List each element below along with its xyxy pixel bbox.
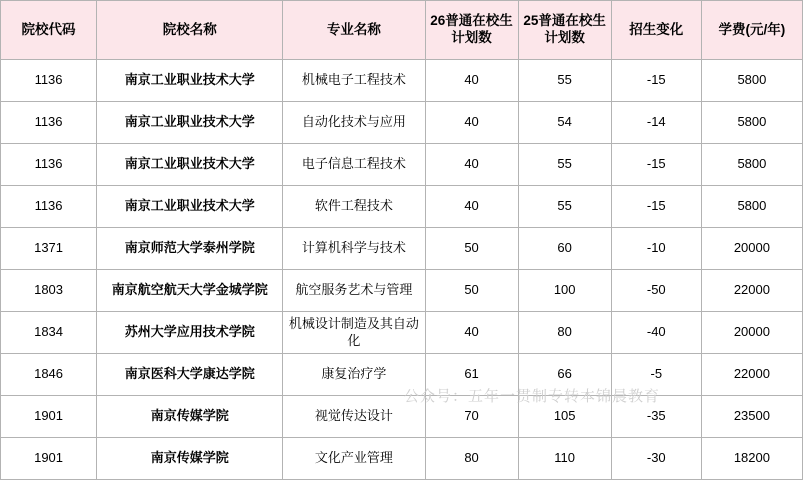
table-row: [1, 270, 803, 312]
cell-school-code: 1901: [1, 396, 97, 438]
cell-school-name: 南京医科大学康达学院: [97, 354, 283, 396]
cell-school-code: 1136: [1, 144, 97, 186]
watermark-text: 公众号：五年一贯制专转本锦晨教育: [404, 388, 661, 405]
cell-tuition: 5800: [701, 144, 802, 186]
table-row: [1, 186, 803, 228]
cell-plan-26: 40: [425, 144, 518, 186]
cell-plan-25: 100: [518, 270, 611, 312]
cell-plan-25: 55: [518, 144, 611, 186]
cell-major-name: 机械设计制造及其自动化: [283, 312, 425, 354]
cell-plan-26: 50: [425, 228, 518, 270]
table-row: [1, 312, 803, 354]
cell-tuition: 22000: [701, 354, 802, 396]
cell-plan-25: 105: [518, 396, 611, 438]
cell-enrollment-change: -10: [611, 228, 701, 270]
column-header-plan-25: 25普通在校生计划数: [518, 1, 611, 60]
column-header-major-name: 专业名称: [283, 1, 425, 60]
cell-tuition: 18200: [701, 438, 802, 480]
cell-school-name: 南京工业职业技术大学: [97, 60, 283, 102]
cell-plan-26: 40: [425, 102, 518, 144]
column-header-plan-26: 26普通在校生计划数: [425, 1, 518, 60]
cell-enrollment-change: -30: [611, 438, 701, 480]
table-row: [1, 60, 803, 102]
cell-school-code: 1136: [1, 186, 97, 228]
cell-major-name: 机械电子工程技术: [283, 60, 425, 102]
column-header-school-name: 院校名称: [97, 1, 283, 60]
table-row: [1, 144, 803, 186]
cell-school-code: 1136: [1, 60, 97, 102]
cell-school-code: 1136: [1, 102, 97, 144]
cell-school-code: 1834: [1, 312, 97, 354]
cell-tuition: 23500: [701, 396, 802, 438]
cell-major-name: 自动化技术与应用: [283, 102, 425, 144]
cell-school-code: 1846: [1, 354, 97, 396]
cell-major-name: 电子信息工程技术: [283, 144, 425, 186]
cell-school-name: 苏州大学应用技术学院: [97, 312, 283, 354]
cell-major-name: 软件工程技术: [283, 186, 425, 228]
cell-school-name: 南京工业职业技术大学: [97, 102, 283, 144]
cell-enrollment-change: -5: [611, 354, 701, 396]
cell-school-code: 1803: [1, 270, 97, 312]
cell-enrollment-change: -14: [611, 102, 701, 144]
cell-school-name: 南京工业职业技术大学: [97, 144, 283, 186]
cell-school-name: 南京航空航天大学金城学院: [97, 270, 283, 312]
cell-enrollment-change: -15: [611, 186, 701, 228]
cell-major-name: 文化产业管理: [283, 438, 425, 480]
cell-plan-25: 110: [518, 438, 611, 480]
table-row: [1, 102, 803, 144]
cell-plan-26: 40: [425, 312, 518, 354]
cell-plan-26: 40: [425, 186, 518, 228]
column-header-enrollment-change: 招生变化: [611, 1, 701, 60]
cell-tuition: 20000: [701, 312, 802, 354]
cell-plan-25: 80: [518, 312, 611, 354]
cell-enrollment-change: -15: [611, 144, 701, 186]
cell-enrollment-change: -15: [611, 60, 701, 102]
cell-enrollment-change: -35: [611, 396, 701, 438]
cell-school-name: 南京传媒学院: [97, 438, 283, 480]
column-header-school-code: 院校代码: [1, 1, 97, 60]
cell-school-name: 南京工业职业技术大学: [97, 186, 283, 228]
table-body: [1, 60, 803, 480]
table-row: [1, 438, 803, 480]
cell-plan-25: 60: [518, 228, 611, 270]
cell-school-name: 南京师范大学泰州学院: [97, 228, 283, 270]
cell-plan-25: 55: [518, 60, 611, 102]
cell-school-code: 1371: [1, 228, 97, 270]
cell-enrollment-change: -40: [611, 312, 701, 354]
cell-school-code: 1901: [1, 438, 97, 480]
cell-plan-26: 80: [425, 438, 518, 480]
cell-tuition: 5800: [701, 60, 802, 102]
cell-plan-25: 66: [518, 354, 611, 396]
cell-school-name: 南京传媒学院: [97, 396, 283, 438]
cell-tuition: 20000: [701, 228, 802, 270]
column-header-tuition: 学费(元/年): [701, 1, 802, 60]
table-row: [1, 354, 803, 396]
cell-major-name: 视觉传达设计: [283, 396, 425, 438]
cell-tuition: 5800: [701, 102, 802, 144]
cell-major-name: 航空服务艺术与管理: [283, 270, 425, 312]
cell-enrollment-change: -50: [611, 270, 701, 312]
cell-tuition: 22000: [701, 270, 802, 312]
table-row: [1, 228, 803, 270]
cell-major-name: 计算机科学与技术: [283, 228, 425, 270]
cell-plan-26: 70: [425, 396, 518, 438]
cell-major-name: 康复治疗学: [283, 354, 425, 396]
cell-plan-26: 50: [425, 270, 518, 312]
table-row: [1, 396, 803, 438]
cell-tuition: 5800: [701, 186, 802, 228]
cell-plan-26: 40: [425, 60, 518, 102]
cell-plan-26: 61: [425, 354, 518, 396]
table-header-row: [1, 1, 803, 60]
cell-plan-25: 54: [518, 102, 611, 144]
cell-plan-25: 55: [518, 186, 611, 228]
